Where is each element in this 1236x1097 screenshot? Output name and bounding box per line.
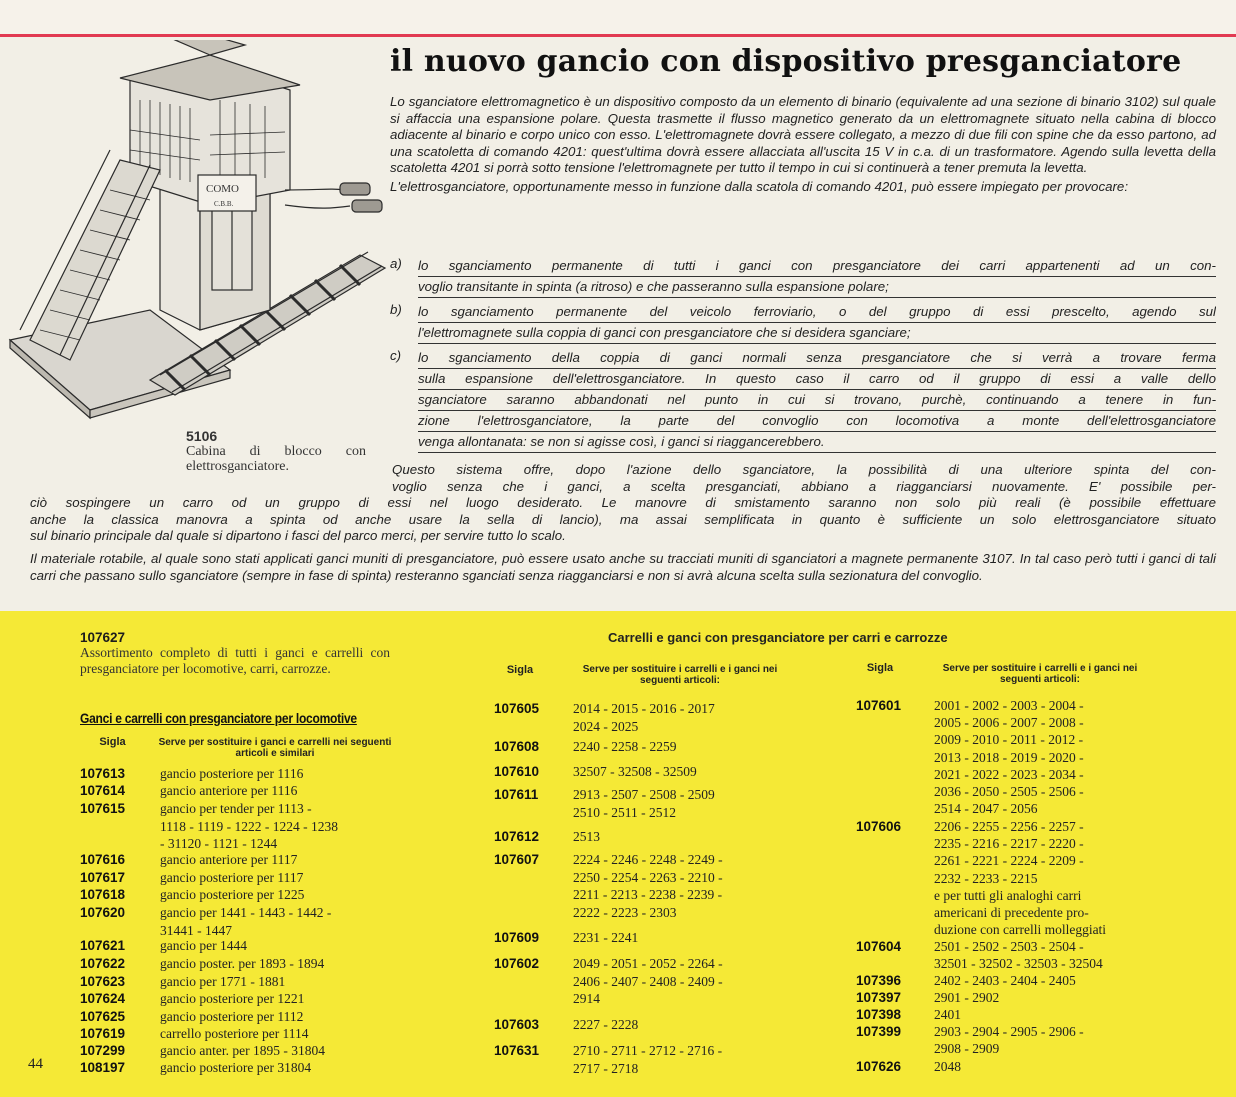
article-code: 107603 (494, 1017, 540, 1032)
article-description-line: gancio anter. per 1895 - 31804 (160, 1043, 325, 1058)
article-description-line: 2024 - 2025 (573, 718, 639, 734)
usage-list-line: sulla espansione dell'elettrosganciatore. In questo caso il carro od il gruppo di essi a valle dello (418, 369, 1216, 390)
article-code: 107612 (494, 829, 540, 844)
usage-list-line: lo sganciamento permanente del veicolo ferroviario, o del gruppo di essi prescelto, agendo sul (418, 302, 1216, 323)
article-description-line: 2211 - 2213 - 2238 - 2239 - (573, 887, 723, 902)
article-description-line: gancio anteriore per 1116 (160, 783, 298, 798)
article-description-line: 32507 - 32508 - 32509 (573, 764, 697, 779)
article-description-line: 2510 - 2511 - 2512 (573, 804, 676, 820)
signal-cabin-illustration (0, 40, 390, 440)
article-description-line: 2013 - 2018 - 2019 - 2020 - (934, 749, 1084, 765)
loco-col-serve: Serve per sostituire i ganci e carrelli nei seguenti articoli e similari (158, 737, 392, 759)
assortment-code: 107627 (80, 630, 126, 645)
usage-list-item (390, 256, 1216, 298)
usage-list-line: sganciatore saranno abbandonati nel punto in cui si trovano, purchè, continuando a tenere in fun- (418, 390, 1216, 411)
article-code: 107619 (80, 1026, 126, 1041)
top-band (0, 0, 1236, 36)
article-description-line: 2224 - 2246 - 2248 - 2249 - (573, 852, 723, 867)
article-description-line: 2261 - 2221 - 2224 - 2209 - (934, 853, 1084, 869)
usage-list-item (390, 348, 1216, 453)
article-description-line: 2710 - 2711 - 2712 - 2716 - (573, 1043, 723, 1058)
article-code: 107625 (80, 1009, 126, 1024)
article-code: 107397 (856, 990, 902, 1005)
article-code: 107622 (80, 956, 126, 971)
article-description-line: 2231 - 2241 (573, 930, 639, 945)
article-code: 107613 (80, 766, 126, 781)
assortment-text: Assortimento completo di tutti i ganci e carrelli con presganciatore per locomotive, carri, carrozze. (80, 645, 390, 676)
system-paragraph-line: ciò sospingere un carro od un gruppo di essi nel luogo desiderato. Le manovre di smistamento saranno non solo più reali (è possibile effettuare (30, 495, 1216, 511)
article-description-line: 2235 - 2216 - 2217 - 2220 - (934, 836, 1084, 852)
usage-list-line: lo sganciamento della coppia di ganci normali senza presganciatore che si verrà a trovare ferma (418, 348, 1216, 369)
article-description-line: 2049 - 2051 - 2052 - 2264 - (573, 956, 723, 971)
article-code: 107396 (856, 973, 902, 988)
article-code: 107399 (856, 1024, 902, 1039)
article-code: 107299 (80, 1043, 126, 1058)
article-code: 108197 (80, 1060, 126, 1075)
article-description-line: 32501 - 32502 - 32503 - 32504 (934, 956, 1103, 972)
article-code: 107610 (494, 764, 540, 779)
article-description-line: 2406 - 2407 - 2408 - 2409 - (573, 973, 723, 989)
article-description-line: 2005 - 2006 - 2007 - 2008 - (934, 715, 1084, 731)
usage-list-line: venga allontanata: se non si agisse così, i ganci si riaggancerebbero. (418, 432, 1216, 453)
article-description-line: gancio posteriore per 1225 (160, 887, 305, 902)
article-description-line: 2021 - 2022 - 2023 - 2034 - (934, 766, 1084, 782)
article-description-line: gancio per 1444 (160, 938, 247, 953)
usage-list-line: voglio transitante in spinta (a ritroso) e che passeranno sulla espansione polare; (418, 277, 1216, 298)
article-code: 107621 (80, 938, 126, 953)
article-code: 107607 (494, 852, 540, 867)
top-red-rule (0, 34, 1236, 37)
article-code: 107606 (856, 819, 902, 834)
article-description-line: 2206 - 2255 - 2256 - 2257 - (934, 819, 1084, 834)
carri-col-serve-left: Serve per sostituire i carrelli e i ganci nei seguenti articoli: (582, 664, 778, 686)
article-code: 107602 (494, 956, 540, 971)
loco-section-heading: Ganci e carrelli con presganciatore per locomotive (80, 710, 357, 726)
article-code: 107616 (80, 852, 126, 867)
system-paragraph-line: voglio senza che i ganci, a scelta presganciati, abbiano a riagganciarsi nuovamente. E' possibile per- (392, 478, 1216, 494)
article-description-line: 31441 - 1447 (160, 922, 232, 938)
article-description-line: duzione con carrelli molleggiati (934, 922, 1107, 938)
article-code: 107626 (856, 1059, 902, 1074)
article-description-line: gancio poster. per 1893 - 1894 (160, 956, 325, 971)
intro-block (390, 94, 1216, 198)
article-code: 107631 (494, 1043, 540, 1058)
article-code: 107614 (80, 783, 126, 798)
loco-col-sigla: Sigla (99, 736, 126, 748)
article-description-line: - 31120 - 1121 - 1244 (160, 836, 278, 851)
caption-text: Cabina di blocco con elettrosganciatore. (186, 444, 366, 474)
page-title: il nuovo gancio con dispositivo presganciatore (390, 44, 1182, 79)
carri-col-sigla-left: Sigla (506, 664, 534, 676)
article-description-line: 2240 - 2258 - 2259 (573, 739, 677, 754)
usage-list-line: zione l'elettrosganciatore, la parte del convoglio con locomotiva a monte dell'elettrosganciatore (418, 411, 1216, 432)
system-paragraph-line: anche la classica manovra a spinta od anche usare la sella di lancio), ma assai semplificata in quanto è sufficiente un solo elettrosganciatore situato (30, 511, 1216, 527)
page-number: 44 (28, 1056, 43, 1072)
usage-list-line: l'elettromagnete sulla coppia di ganci con presganciatore che si desidera sganciare; (418, 323, 1216, 344)
rolling-stock-paragraph: Il materiale rotabile, al quale sono stati applicati ganci muniti di presganciatore, può essere usato anche su tracciati muniti di sganciatori a magnete permanente 3107. In tal caso però tutti i ganci di tali carri che passano sullo sganciatore (sempre in fase di spinta) resteranno sganciati senza riagganciarsi e non si avrà alcuna scelta sulla sezionatura del convoglio. (30, 551, 1216, 583)
article-description-line: gancio per tender per 1113 - (160, 801, 312, 816)
usage-list-letter: c) (390, 348, 402, 363)
carri-col-serve-right: Serve per sostituire i carrelli e i ganci nei seguenti articoli: (942, 663, 1138, 685)
article-code: 107615 (80, 801, 126, 816)
article-code: 107398 (856, 1007, 902, 1022)
article-description-line: gancio posteriore per 1221 (160, 991, 305, 1006)
article-description-line: gancio per 1441 - 1443 - 1442 - (160, 905, 332, 920)
article-description-line: gancio posteriore per 31804 (160, 1060, 312, 1075)
article-code: 107608 (494, 739, 540, 754)
article-description-line: carrello posteriore per 1114 (160, 1026, 309, 1041)
carri-section-heading: Carrelli e ganci con presganciatore per carri e carrozze (608, 630, 948, 645)
system-paragraph (30, 462, 1216, 545)
article-code: 107620 (80, 905, 126, 920)
article-description-line: 2913 - 2507 - 2508 - 2509 (573, 787, 715, 802)
cabin-sign-text: COMO (206, 183, 240, 195)
article-description-line: 2402 - 2403 - 2404 - 2405 (934, 973, 1076, 988)
article-description-line: 2227 - 2228 (573, 1017, 639, 1032)
article-description-line: 1118 - 1119 - 1222 - 1224 - 1238 (160, 818, 338, 834)
usage-list (390, 256, 1216, 457)
article-description-line: gancio anteriore per 1117 (160, 852, 298, 867)
article-code: 107617 (80, 870, 126, 885)
article-description-line: 2717 - 2718 (573, 1060, 639, 1076)
article-description-line: 2036 - 2050 - 2505 - 2506 - (934, 784, 1084, 799)
article-description-line: 2514 - 2047 - 2056 (934, 801, 1038, 817)
assortment-item (80, 630, 390, 677)
usage-list-line: lo sganciamento permanente di tutti i ganci con presganciatore dei carri appartenenti ad un con- (418, 256, 1216, 277)
article-description-line: 2014 - 2015 - 2016 - 2017 (573, 701, 715, 716)
article-code: 107623 (80, 974, 126, 989)
article-code: 107604 (856, 939, 902, 954)
article-description-line: 2009 - 2010 - 2011 - 2012 - (934, 732, 1084, 748)
article-description-line: 2222 - 2223 - 2303 (573, 904, 677, 920)
article-description-line: 2903 - 2904 - 2905 - 2906 - (934, 1024, 1084, 1039)
article-description-line: 2001 - 2002 - 2003 - 2004 - (934, 698, 1084, 713)
article-description-line: 2901 - 2902 (934, 990, 1000, 1005)
article-code: 107611 (494, 787, 539, 802)
article-description-line: americani di precedente pro- (934, 905, 1089, 920)
article-description-line: 2232 - 2233 - 2215 (934, 870, 1038, 886)
system-paragraph-line: sul binario principale dal quale si dipartono i fasci del parco merci, per servire tutto lo scalo. (30, 528, 566, 544)
article-description-line: 2914 (573, 991, 600, 1006)
article-description-line: gancio posteriore per 1112 (160, 1009, 304, 1024)
article-description-line: 2513 (573, 829, 600, 844)
caption-code: 5106 (186, 428, 218, 444)
cabin-sign-subtext: C.B.B. (214, 200, 234, 208)
carri-col-sigla-right: Sigla (866, 662, 894, 674)
article-code: 107605 (494, 701, 540, 716)
article-description-line: 2401 (934, 1007, 961, 1022)
usage-list-letter: a) (390, 256, 402, 271)
article-description-line: gancio per 1771 - 1881 (160, 974, 286, 989)
article-code: 107624 (80, 991, 126, 1006)
article-description-line: gancio posteriore per 1116 (160, 766, 304, 781)
system-paragraph-line: Questo sistema offre, dopo l'azione dello sganciatore, la possibilità di una ulteriore spinta del con- (392, 462, 1216, 477)
article-description-line: 2501 - 2502 - 2503 - 2504 - (934, 939, 1084, 954)
usage-list-letter: b) (390, 302, 402, 317)
article-description-line: 2250 - 2254 - 2263 - 2210 - (573, 869, 723, 885)
usage-list-item (390, 302, 1216, 344)
article-code: 107609 (494, 930, 540, 945)
usage-paragraph: L'elettrosganciatore, opportunamente messo in funzione dalla scatola di comando 4201, può essere impiegato per provocare: (390, 178, 1129, 194)
article-code: 107618 (80, 887, 126, 902)
article-description-line: 2048 (934, 1059, 961, 1074)
article-description-line: e per tutti gli analoghi carri (934, 887, 1082, 903)
intro-paragraph: Lo sganciatore elettromagnetico è un dispositivo composto da un elemento di binario (equivalente ad una sezione di binario 3102) sul quale si affaccia una espansione polare. Questa trasmette il flusso magnetico generato da un elettromagnete situato nella cabina di blocco adiacente al binario e corpo unico con esso. L'elettromagnete dovrà essere collegato, a mezzo di due fili con spine che da esso partono, ad una scatoletta di comando 4201: quest'ultima dovrà essere allacciata all'uscita 15 V in c.a. di un trasformatore. Agendo sulla levetta della scatoletta 4201 si porrà sotto tensione l'elettromagnete per tutto il tempo in cui si continuerà a tener premuta la levetta. (390, 94, 1216, 176)
article-description-line: gancio posteriore per 1117 (160, 870, 304, 885)
article-code: 107601 (856, 698, 902, 713)
article-description-line: 2908 - 2909 (934, 1041, 1000, 1057)
